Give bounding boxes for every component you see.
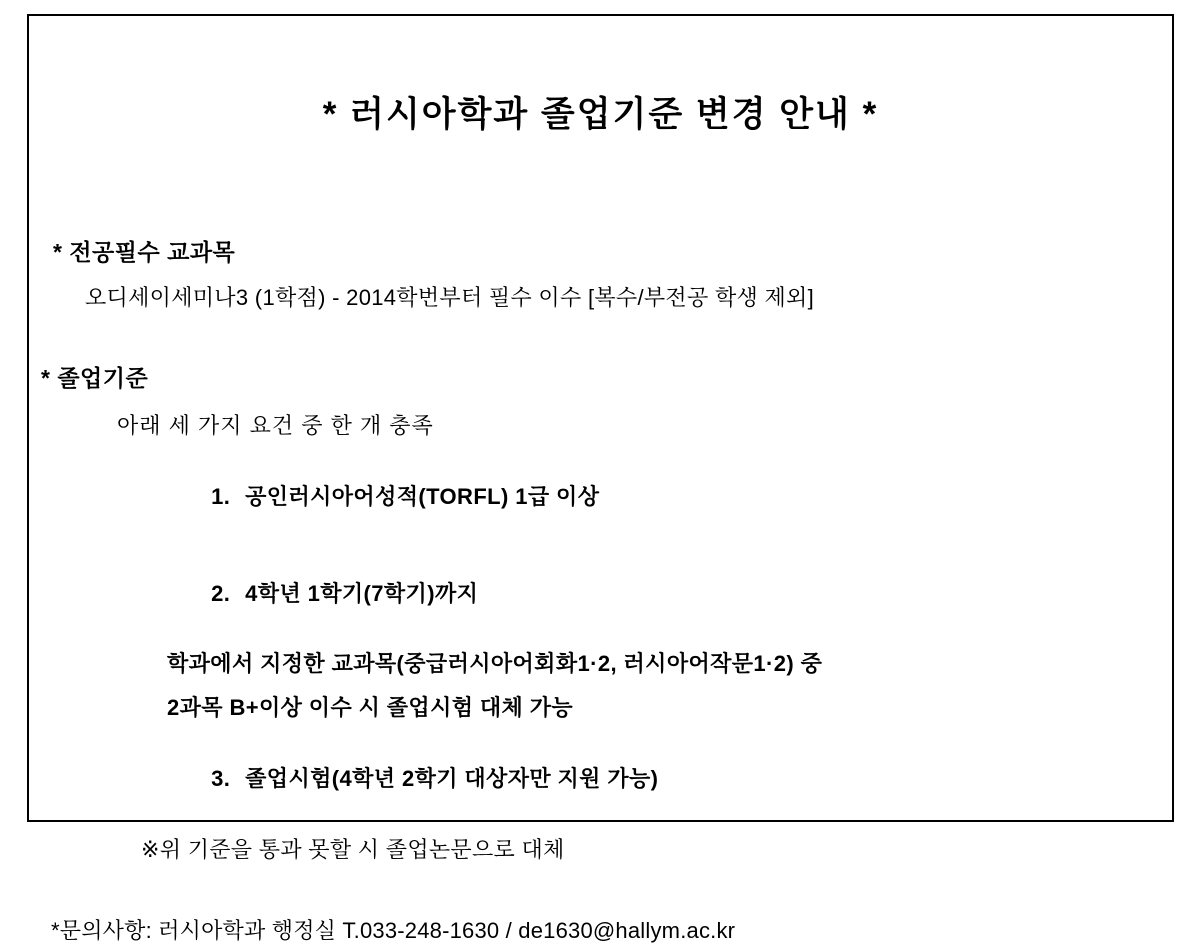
list-item-continuation: 학과에서 지정한 교과목(중급러시아어회화1·2, 러시아어작문1·2) 중 [167, 651, 823, 676]
section-heading-graduation-criteria: * 졸업기준 [41, 365, 149, 391]
list-item-marker: 2. [211, 581, 231, 606]
contact-info: *문의사항: 러시아학과 행정실 T.033-248-1630 / de1630@hallym.ac.kr [51, 918, 736, 943]
document-content [29, 16, 1172, 943]
list-item [29, 736, 1172, 819]
section-required-courses [29, 234, 1172, 312]
list-item-label: 4학년 1학기(7학기)까지 [245, 581, 479, 606]
list-item-label: 공인러시아어성적(TORFL) 1급 이상 [245, 484, 600, 509]
section-graduation-criteria [29, 360, 1172, 864]
section-body-required-courses: 오디세이세미나3 (1학점) - 2014학번부터 필수 이수 [복수/부전공 학생 제외] [85, 285, 814, 310]
section-heading-required-courses: * 전공필수 교과목 [53, 239, 236, 265]
criteria-lead-text: 아래 세 가지 요건 중 한 개 충족 [117, 413, 434, 438]
page-title: * 러시아학과 졸업기준 변경 안내 * [322, 95, 879, 134]
list-item-marker: 3. [211, 766, 231, 791]
criteria-list [29, 454, 1172, 819]
list-item-continuation: 2과목 B+이상 이수 시 졸업시험 대체 가능 [167, 695, 574, 720]
list-item [29, 551, 1172, 634]
list-item-label: 졸업시험(4학년 2학기 대상자만 지원 가능) [245, 766, 659, 791]
document-border-frame [27, 14, 1174, 943]
criteria-note: ※위 기준을 통과 못할 시 졸업논문으로 대체 [141, 837, 565, 862]
list-item-marker: 1. [211, 484, 231, 509]
list-item [29, 454, 1172, 537]
